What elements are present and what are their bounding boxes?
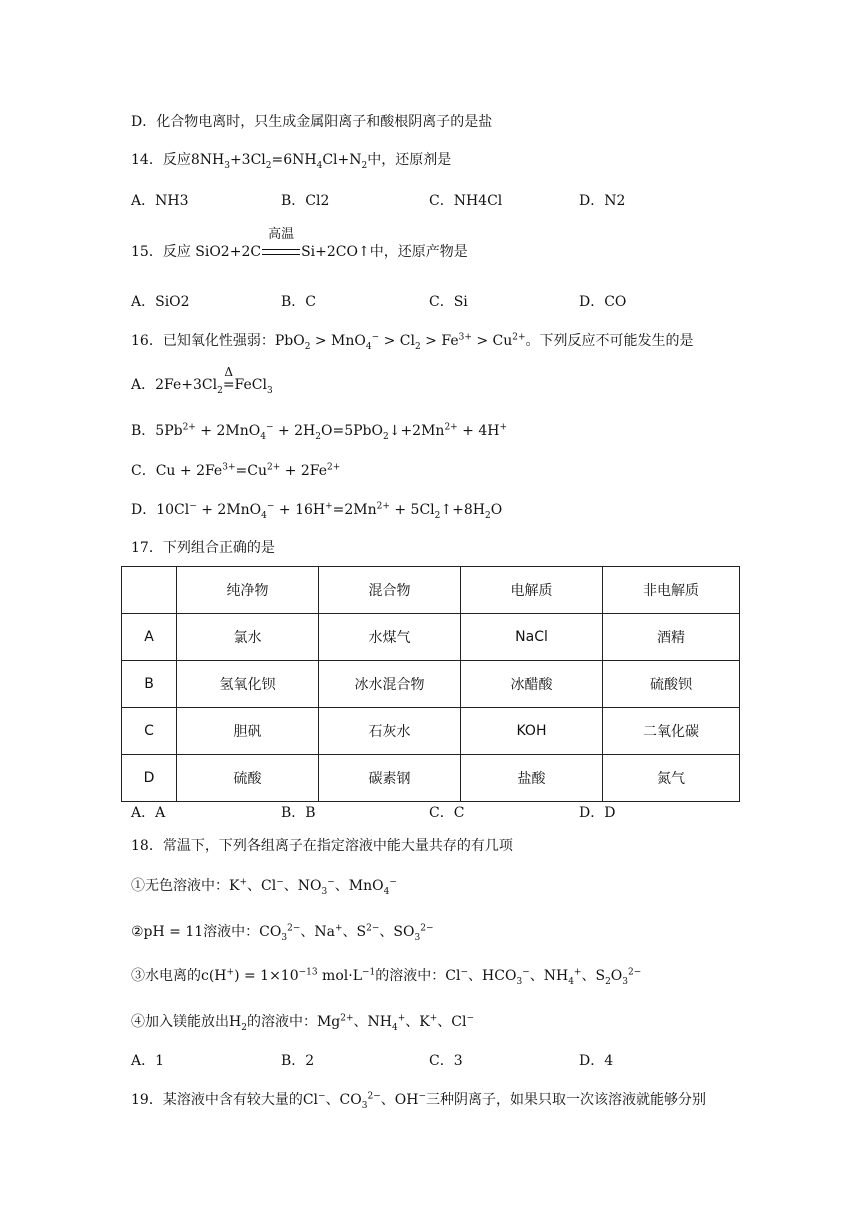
table-cell: 二氧化碳 [603,708,740,755]
q18-item-4: ④加入镁能放出$H_2$的溶液中：$Mg^{2+}$、$NH_4^+$、K+、Cl− [131,1013,475,1033]
q16-option-a: A．$2Fe+3Cl_2$ Δ =FeCl$_3$ [131,365,273,396]
table-cell: 硫酸钡 [603,661,740,708]
table-cell: 酒精 [603,614,740,661]
table-cell: 氯水 [177,614,319,661]
q13-option-d: D．化合物电离时，只生成金属阳离子和酸根阴离子的是盐 [131,114,493,130]
q16-oxidizing-order: $PbO_2 > MnO_4^- > Cl_2 > Fe^{3+} > Cu^{2+}$ [274,332,526,352]
table-cell: 胆矾 [177,708,319,755]
q16-option-c: C．$Cu + 2Fe^{3+}=Cu^{2+} + 2Fe^{2+}$ [131,462,341,479]
table-cell: C [122,708,177,755]
q18-option-b: B．2 [281,1053,315,1069]
q15-option-d: D．CO [579,294,627,310]
q17-table [121,566,740,802]
table-cell: D [122,755,177,802]
table-header-row [122,567,740,614]
table-header-cell: 混合物 [319,567,461,614]
q15-reaction-condition: 高温 [261,242,301,262]
table-header-cell [122,567,177,614]
table-cell: 盐酸 [461,755,603,802]
q15-stem: 15．反应 SiO2+2C 高温 Si+2CO↑中，还原产物是 [131,227,468,260]
q19-stem: 19．某溶液中含有较大量的Cl−、$CO_3^{2-}$、OH−三种阴离子，如果只取一次该溶液就能够分别 [131,1091,707,1111]
table-cell: 冰醋酸 [461,661,603,708]
q17-option-d: D．D [579,805,616,821]
q16-stem: 16．已知氧化性强弱：$PbO_2 > MnO_4^- > Cl_2 > Fe^{3+} > Cu^{2+}$。下列反应不可能发生的是 [131,332,694,352]
table-cell: B [122,661,177,708]
q14-option-b: B．Cl2 [281,193,330,209]
q14-option-a: A．NH3 [131,193,189,209]
q14-option-d: D．N2 [579,193,626,209]
table-cell: NaCl [461,614,603,661]
q18-item-1: ①无色溶液中：K+、Cl−、$NO_3^-$、MnO$_4$− [131,877,397,897]
q18-option-d: D．4 [579,1053,614,1069]
table-cell: KOH [461,708,603,755]
equals-sign-icon [262,249,300,255]
table-row [122,614,740,661]
q18-option-c: C．3 [429,1053,463,1069]
table-header-cell: 电解质 [461,567,603,614]
q16-heat-condition: Δ = [222,365,235,393]
table-cell: 碳素钢 [319,755,461,802]
q16-option-b: B．$5Pb^{2+} + 2MnO_4^-$ + $2H_2O=5PbO_2↓+2Mn^{2+} + 4H^+$ [131,422,508,442]
table-header-cell: 非电解质 [603,567,740,614]
q17-option-c: C．C [429,805,465,821]
q14-option-c: C．NH4Cl [429,193,503,209]
q14-stem: 14．反应$8NH_3+3Cl_2=6NH_4Cl+N_2$中，还原剂是 [131,152,452,171]
q17-option-a: A．A [131,805,166,821]
q15-option-c: C．Si [429,294,468,310]
table-cell: 冰水混合物 [319,661,461,708]
q17-option-b: B．B [281,805,316,821]
q18-stem: 18．常温下，下列各组离子在指定溶液中能大量共存的有几项 [131,838,513,854]
q15-option-a: A．SiO2 [131,294,190,310]
table-cell: 氮气 [603,755,740,802]
table-header-cell: 纯净物 [177,567,319,614]
q18-item-2: ②pH = 11溶液中：$CO_3^{2-}$、Na+、$S^{2-}$、$SO_3^{2-}$ [131,923,434,943]
table-row [122,708,740,755]
table-cell: 硫酸 [177,755,319,802]
table-cell: 氢氧化钡 [177,661,319,708]
table-cell: A [122,614,177,661]
table-row [122,661,740,708]
table-cell: 石灰水 [319,708,461,755]
table-cell: 水煤气 [319,614,461,661]
q18-option-a: A．1 [131,1053,165,1069]
table-row [122,755,740,802]
q18-item-3: ③水电离的$c(H^+) = 1\times 10^{-13}$ $mol\cdot L^{-1}$的溶液中：Cl−、$HCO_3^-$、$NH_4^+$、$S_2O_3^{2-}$ [131,967,642,987]
q14-equation: $8NH_3+3Cl_2=6NH_4Cl+N_2$ [190,152,368,171]
q15-option-b: B．C [281,294,316,310]
q16-option-d: D．$10Cl^- + 2MnO_4^- + 16H^+=2Mn^{2+}$ + $5Cl_2↑+8H_2O$ [131,501,503,521]
q17-stem: 17．下列组合正确的是 [131,540,275,556]
